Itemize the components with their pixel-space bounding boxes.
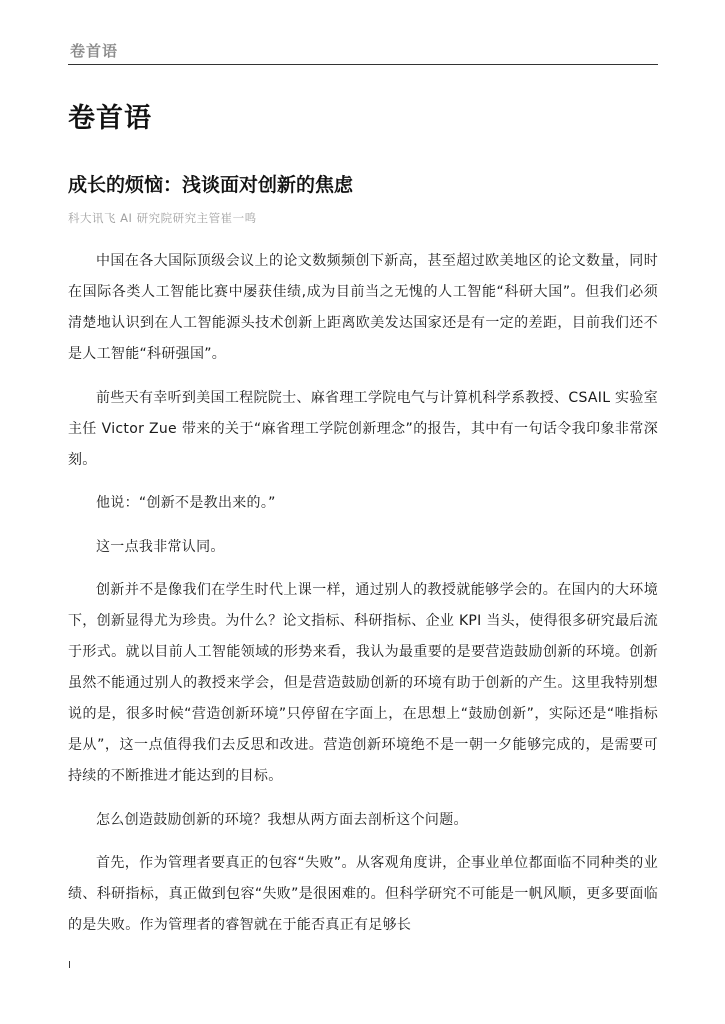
- paragraph: 前些天有幸听到美国工程院院士、麻省理工学院电气与计算机科学系教授、CSAIL 实验室主任 Victor Zue 带来的关于“麻省理工学院创新理念”的报告，其中有一句话令我印象非常深刻。: [68, 389, 658, 468]
- header-rule: [68, 64, 658, 65]
- page-number: I: [68, 960, 71, 971]
- byline: 科大讯飞 AI 研究院研究主管崔一鸣: [68, 211, 257, 225]
- paragraph: 他说：“创新不是教出来的。”: [96, 495, 276, 511]
- paragraph: 创新并不是像我们在学生时代上课一样，通过别人的教授就能够学会的。在国内的大环境下，创新显得尤为珍贵。为什么？论文指标、科研指标、企业 KPI 当头，使得很多研究最后流于形式。就以目前人工智能领域的形势来看，我认为最重要的是要营造鼓励创新的环境。创新虽然不能通过别人的教授来学会，但是营造鼓励创新的环境有助于创新的产生。这里我特别想说的是，很多时候“营造创新环境”只停留在字面上，在思想上“鼓励创新”，实际还是“唯指标是从”，这一点值得我们去反思和改进。营造创新环境绝不是一朝一夕能够完成的，是需要可持续的不断推进才能达到的目标。: [68, 582, 658, 784]
- article-title: 成长的烦恼：浅谈面对创新的焦虑: [68, 174, 354, 196]
- paragraph: 首先，作为管理者要真正的包容“失败”。从客观角度讲，企事业单位都面临不同种类的业绩、科研指标，真正做到包容“失败”是很困难的。但科学研究不可能是一帆风顺，更多要面临的是失败。作为管理者的睿智就在于能否真正有足够长: [68, 855, 658, 933]
- section-title: 卷首语: [68, 103, 152, 134]
- paragraph: 怎么创造鼓励创新的环境？我想从两方面去剖析这个问题。: [96, 811, 468, 828]
- running-header: 卷首语: [70, 42, 119, 60]
- article-body: [68, 246, 658, 954]
- paragraph: 这一点我非常认同。: [96, 538, 225, 555]
- paragraph: 中国在各大国际顶级会议上的论文数频频创下新高，甚至超过欧美地区的论文数量，同时在国际各类人工智能比赛中屡获佳绩,成为目前当之无愧的人工智能“科研大国”。但我们必须清楚地认识到在人工智能源头技术创新上距离欧美发达国家还是有一定的差距，目前我们还不是人工智能“科研强国”。: [68, 253, 658, 362]
